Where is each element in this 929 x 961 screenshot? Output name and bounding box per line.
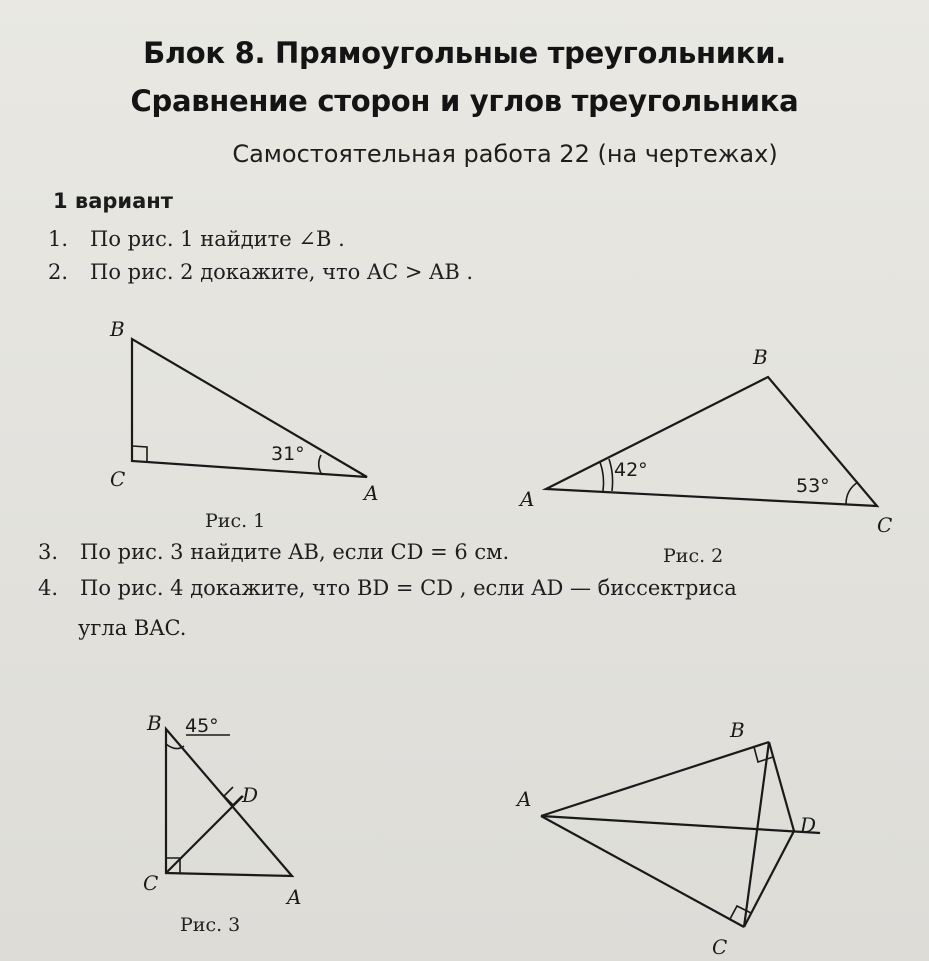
figure-2-caption: Рис. 2 xyxy=(663,545,724,567)
side-ab xyxy=(541,742,769,816)
vertex-a-fig3: A xyxy=(287,885,302,909)
task-4-continuation: угла BAC. xyxy=(78,616,187,640)
bisector-ad xyxy=(541,816,820,833)
task-number: 4. xyxy=(38,576,59,600)
angle-arc-c xyxy=(846,482,858,504)
angle-arc-a-inner xyxy=(609,459,613,491)
figure-3 xyxy=(166,729,292,876)
work-subtitle: Самостоятельная работа 22 (на чертежах) xyxy=(232,140,778,168)
triangle-abc-fig1 xyxy=(132,339,367,477)
task-number: 2. xyxy=(48,260,69,284)
vertex-a-fig1: A xyxy=(364,481,379,505)
vertex-c-fig4: C xyxy=(712,935,728,959)
figure-1 xyxy=(132,339,367,477)
vertex-b-fig4: B xyxy=(730,718,745,742)
task-text: По рис. 4 докажите, что BD = CD , если AD — биссектриса xyxy=(80,576,737,600)
side-ac xyxy=(541,816,744,927)
right-angle-mark xyxy=(132,446,147,462)
angle-label-fig3: 45° xyxy=(185,715,219,737)
task-number: 1. xyxy=(48,227,69,251)
page-title: Блок 8. Прямоугольные треугольники. xyxy=(143,36,786,70)
right-angle-d xyxy=(224,787,242,805)
figure-1-caption: Рис. 1 xyxy=(205,510,266,532)
vertex-d-fig4: D xyxy=(800,813,817,837)
vertex-d-fig3: D xyxy=(242,783,259,807)
side-bc xyxy=(744,742,769,927)
task-text: По рис. 2 докажите, что AC > AB . xyxy=(90,260,474,284)
vertex-b-fig1: B xyxy=(110,317,125,341)
task-text: По рис. 1 найдите ∠B . xyxy=(90,227,345,251)
angle-arc-a xyxy=(600,462,604,491)
vertex-a-fig2: A xyxy=(520,487,535,511)
vertex-c-fig1: C xyxy=(110,467,126,491)
figure-4 xyxy=(541,742,820,927)
segment-bd xyxy=(769,742,794,831)
vertex-c-fig3: C xyxy=(143,871,159,895)
angle-label-fig1: 31° xyxy=(271,443,305,465)
vertex-b-fig2: B xyxy=(753,345,768,369)
task-number: 3. xyxy=(38,540,59,564)
angle-arc xyxy=(319,455,322,475)
page-title-line2: Сравнение сторон и углов треугольника xyxy=(130,84,799,118)
variant-heading: 1 вариант xyxy=(53,189,173,213)
task-text: По рис. 3 найдите AB, если CD = 6 см. xyxy=(80,540,510,564)
figure-3-caption: Рис. 3 xyxy=(180,914,241,936)
right-angle-c xyxy=(730,906,751,919)
vertex-a-fig4: A xyxy=(517,787,532,811)
vertex-b-fig3: B xyxy=(147,711,162,735)
altitude-cd xyxy=(166,796,243,873)
angle-label-a-fig2: 42° xyxy=(614,459,648,481)
vertex-c-fig2: C xyxy=(877,513,893,537)
angle-label-c-fig2: 53° xyxy=(796,475,830,497)
